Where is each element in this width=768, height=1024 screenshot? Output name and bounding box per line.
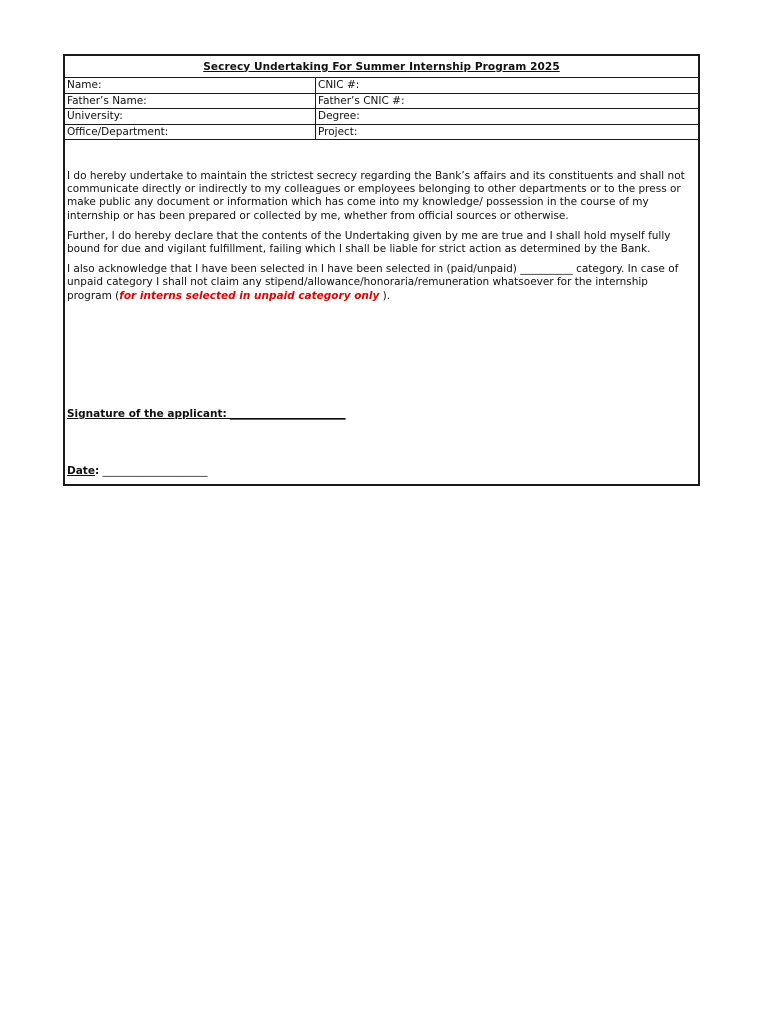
field-row-office xyxy=(65,125,698,141)
cnic-field-label[interactable]: CNIC #: xyxy=(318,79,360,91)
title-row xyxy=(65,56,698,78)
office-department-field-label[interactable]: Office/Department: xyxy=(65,125,316,140)
field-row-name xyxy=(65,78,698,94)
date-label: Date xyxy=(67,465,95,477)
name-field-label[interactable]: Name: xyxy=(65,78,316,93)
form-title: Secrecy Undertaking For Summer Internship Program 2025 xyxy=(203,60,560,73)
paragraph-3-text: I also acknowledge that I have been selected in I have been selected in (paid/unpaid) __________ category. In case of unpaid category I shall not claim any stipend/allowance/honoraria/remuneration whatsoever for the internship program ( xyxy=(67,263,679,302)
date-block[interactable] xyxy=(67,465,208,477)
undertaking-paragraph-3 xyxy=(67,263,692,303)
undertaking-body xyxy=(65,140,698,303)
undertaking-paragraph-2: Further, I do hereby declare that the contents of the Undertaking given by me are true and I shall hold myself fully bound for due and vigilant fulfillment, failing which I shall be liable for strict action as determined by the Bank. xyxy=(67,229,671,256)
signature-block[interactable] xyxy=(67,408,346,420)
unpaid-note: for interns selected in unpaid category only xyxy=(119,289,380,302)
signature-line[interactable]: ______________________ xyxy=(226,408,346,420)
project-field-label[interactable]: Project: xyxy=(318,125,358,138)
university-field-label[interactable]: University: xyxy=(65,109,316,124)
date-line[interactable]: ____________________ xyxy=(99,465,208,477)
undertaking-form xyxy=(63,54,700,486)
field-row-university xyxy=(65,109,698,125)
paragraph-3-end: ). xyxy=(379,289,391,302)
date-colon: : xyxy=(94,465,100,477)
degree-field-label[interactable]: Degree: xyxy=(318,110,360,122)
father-cnic-field-label[interactable]: Father’s CNIC #: xyxy=(318,94,405,107)
signature-label: Signature of the applicant: xyxy=(67,408,227,420)
field-row-father xyxy=(65,94,698,110)
undertaking-paragraph-1: I do hereby undertake to maintain the strictest secrecy regarding the Bank’s affairs and its constituents and shall not communicate directly or indirectly to my colleagues or employees belonging to other departments or to the press or make public any document or information which has come into my knowledge/ possession in the course of my internship or has been prepared or collected by me, whether from official sources or otherwise. xyxy=(67,170,685,222)
father-name-field-label[interactable]: Father’s Name: xyxy=(65,94,316,109)
